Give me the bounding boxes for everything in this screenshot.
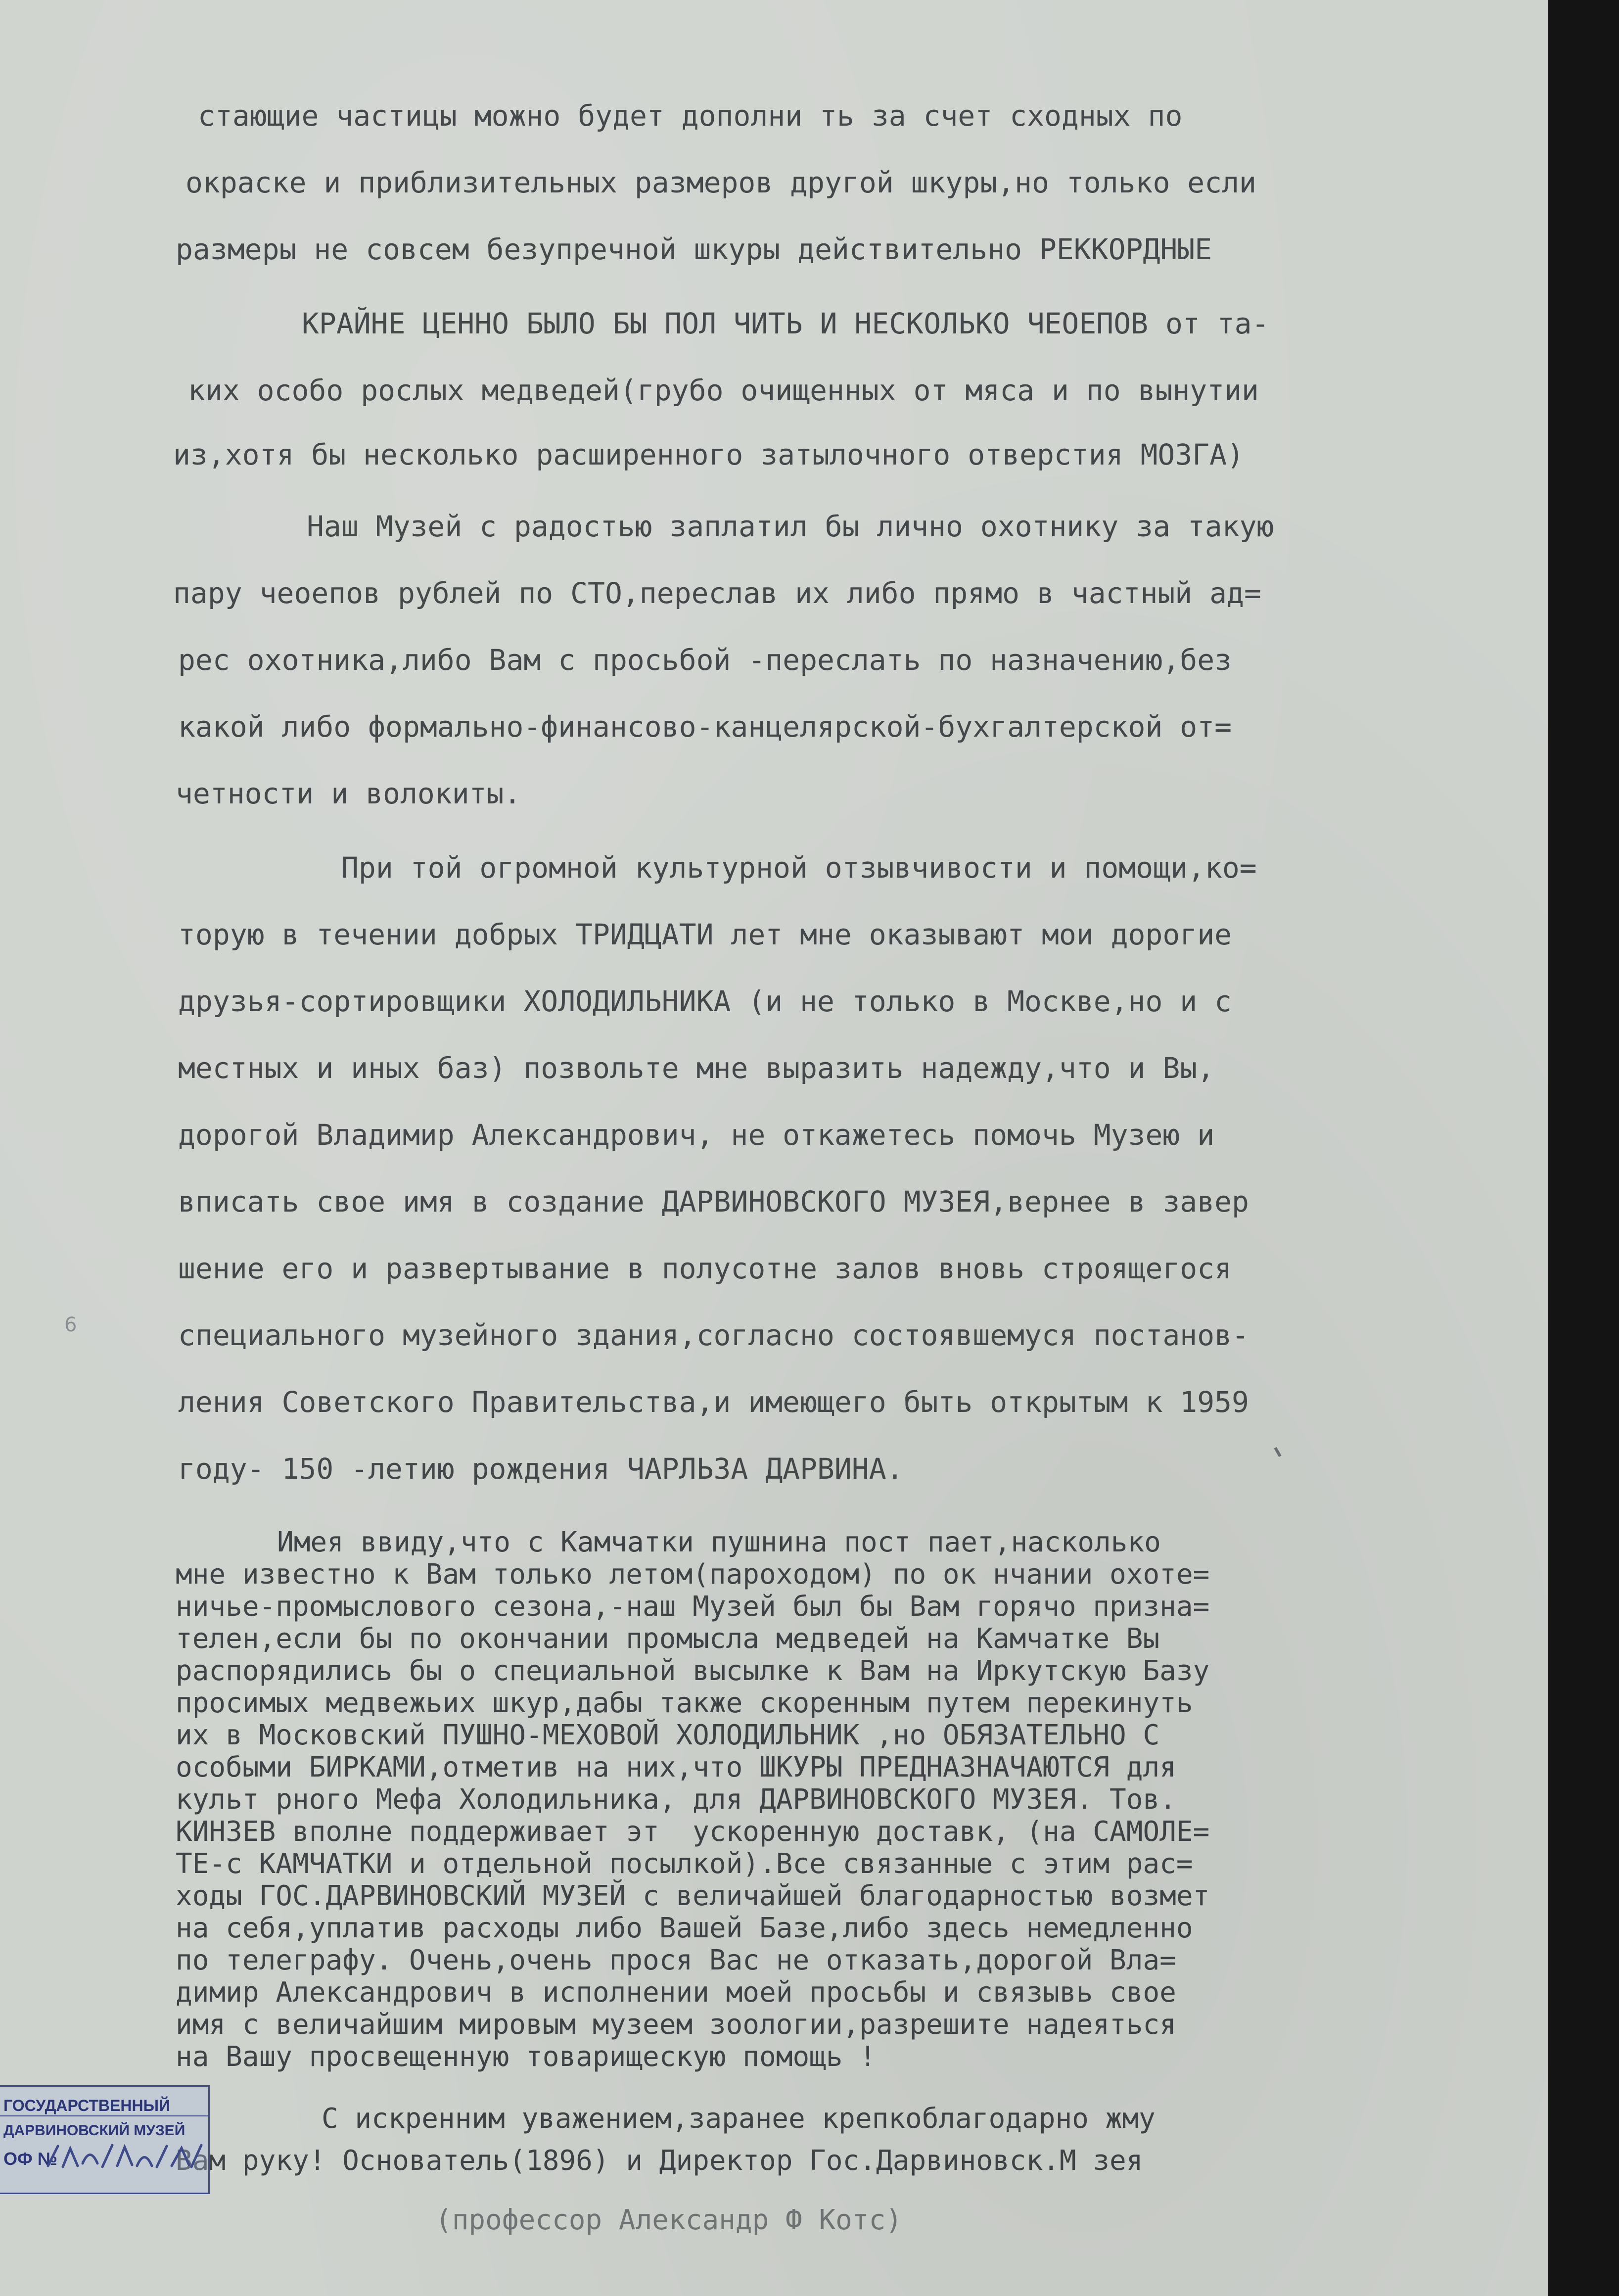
body-line: какой либо формально-финансово-канцелярской-бухгалтерской от= bbox=[178, 710, 1232, 744]
body-line: мне известно к Вам только летом(пароходом) по ок нчании охоте= bbox=[176, 1558, 1210, 1591]
signature-name: (профессор Александр Ф Котс) bbox=[435, 2204, 903, 2236]
archive-stamp bbox=[0, 2085, 210, 2194]
body-line: димир Александрович в исполнении моей просьбы и связывь свое bbox=[176, 1976, 1176, 2009]
stamp-divider bbox=[0, 2115, 208, 2116]
stamp-line-2: ДАРВИНОВСКИЙ МУЗЕЙ bbox=[3, 2122, 185, 2139]
body-line: культ рного Мефа Холодильника, для ДАРВИНОВСКОГО МУЗЕЯ. Тов. bbox=[176, 1783, 1176, 1816]
margin-mark: 6 bbox=[64, 1313, 77, 1336]
body-line: размеры не совсем безупречной шкуры действительно РЕККОРДНЫЕ bbox=[176, 233, 1212, 266]
stamp-line-1: ГОСУДАРСТВЕННЫЙ bbox=[3, 2097, 170, 2114]
body-line: КИНЗЕВ вполне поддерживает эт ускоренную доставк, (на САМОЛЕ= bbox=[176, 1816, 1210, 1848]
body-line: стающие частицы можно будет дополни ть за счет сходных по bbox=[198, 99, 1183, 133]
body-line: Имея ввиду,что с Камчатки пушнина пост пает,насколько bbox=[277, 1526, 1161, 1558]
body-line: году- 150 -летию рождения ЧАРЛЬЗА ДАРВИНА. bbox=[178, 1452, 904, 1486]
body-line: особыми БИРКАМИ,отметив на них,что ШКУРЫ ПРЕДНАЗНАЧАЮТСЯ для bbox=[176, 1751, 1176, 1783]
body-line: по телеграфу. Очень,очень прося Вас не отказать,дорогой Вла= bbox=[176, 1944, 1176, 1976]
body-line: дорогой Владимир Александрович, не откажетесь помочь Музею и bbox=[178, 1118, 1215, 1152]
body-line: шение его и развертывание в полусотне залов вновь строящегося bbox=[178, 1252, 1232, 1285]
body-line: специального музейного здания,согласно состоявшемуся постанов- bbox=[178, 1318, 1249, 1352]
body-line: телен,если бы по окончании промысла медведей на Камчатке Вы bbox=[176, 1623, 1160, 1655]
body-line: ких особо рослых медведей(грубо очищенных от мяса и по вынутии bbox=[188, 374, 1259, 407]
body-line: распорядились бы о специальной высылке к Вам на Иркутскую Базу bbox=[176, 1655, 1210, 1687]
closing-line: С искренним уважением,заранее крепкоблагодарно жму bbox=[322, 2103, 1156, 2135]
body-line: имя с величайшим мировым музеем зоологии,разрешите надеяться bbox=[176, 2009, 1176, 2041]
body-line: четности и волокиты. bbox=[176, 777, 521, 810]
body-line: рес охотника,либо Вам с просьбой -переслать по назначению,без bbox=[178, 643, 1232, 677]
body-line: При той огромной культурной отзывчивости и помощи,ко= bbox=[341, 851, 1257, 885]
signature-line: Вам руку! Основатель(1896) и Директор Гос.Дарвиновск.М зея bbox=[176, 2145, 1143, 2177]
body-line: окраске и приблизительных размеров другой шкуры,но только если bbox=[185, 166, 1256, 199]
stamp-handwritten-number bbox=[43, 2136, 206, 2176]
body-line: ления Советского Правительства,и имеющего быть открытым к 1959 bbox=[178, 1385, 1249, 1419]
body-line: просимых медвежьих шкур,дабы также скоренным путем перекинуть bbox=[176, 1687, 1193, 1719]
body-line: местных и иных баз) позвольте мне выразить надежду,что и Вы, bbox=[178, 1051, 1215, 1085]
body-line: из,хотя бы несколько расширенного затылочного отверстия МОЗГА) bbox=[173, 438, 1244, 471]
stamp-line-3: ОФ № bbox=[3, 2149, 57, 2169]
body-line: КРАЙНЕ ЦЕННО БЫЛО БЫ ПОЛ ЧИТЬ И НЕСКОЛЬКО ЧЕОЕПОВ от та- bbox=[302, 307, 1269, 340]
body-line: на себя,уплатив расходы либо Вашей Базе,либо здесь немедленно bbox=[176, 1912, 1193, 1944]
body-line: их в Московский ПУШНО-МЕХОВОЙ ХОЛОДИЛЬНИК ,но ОБЯЗАТЕЛЬНО С bbox=[176, 1719, 1160, 1751]
body-line: пару чеоепов рублей по СТО,переслав их либо прямо в частный ад= bbox=[173, 576, 1261, 610]
body-line: Наш Музей с радостью заплатил бы лично охотнику за такую bbox=[307, 510, 1274, 543]
body-line: на Вашу просвещенную товарищескую помощь ! bbox=[176, 2041, 877, 2073]
body-line: ТЕ-с КАМЧАТКИ и отдельной посылкой).Все связанные с этим рас= bbox=[176, 1848, 1193, 1880]
body-line: ходы ГОС.ДАРВИНОВСКИЙ МУЗЕЙ с величайшей благодарностью возмет bbox=[176, 1880, 1210, 1912]
body-line: друзья-сортировщики ХОЛОДИЛЬНИКА (и не только в Москве,но и с bbox=[178, 984, 1232, 1018]
body-line: ничье-промыслового сезона,-наш Музей был бы Вам горячо призна= bbox=[176, 1591, 1210, 1623]
ink-speck bbox=[1274, 1447, 1281, 1457]
body-line: торую в течении добрых ТРИДЦАТИ лет мне оказывают мои дорогие bbox=[178, 918, 1232, 951]
body-line: вписать свое имя в создание ДАРВИНОВСКОГО МУЗЕЯ,вернее в завер bbox=[178, 1185, 1249, 1218]
